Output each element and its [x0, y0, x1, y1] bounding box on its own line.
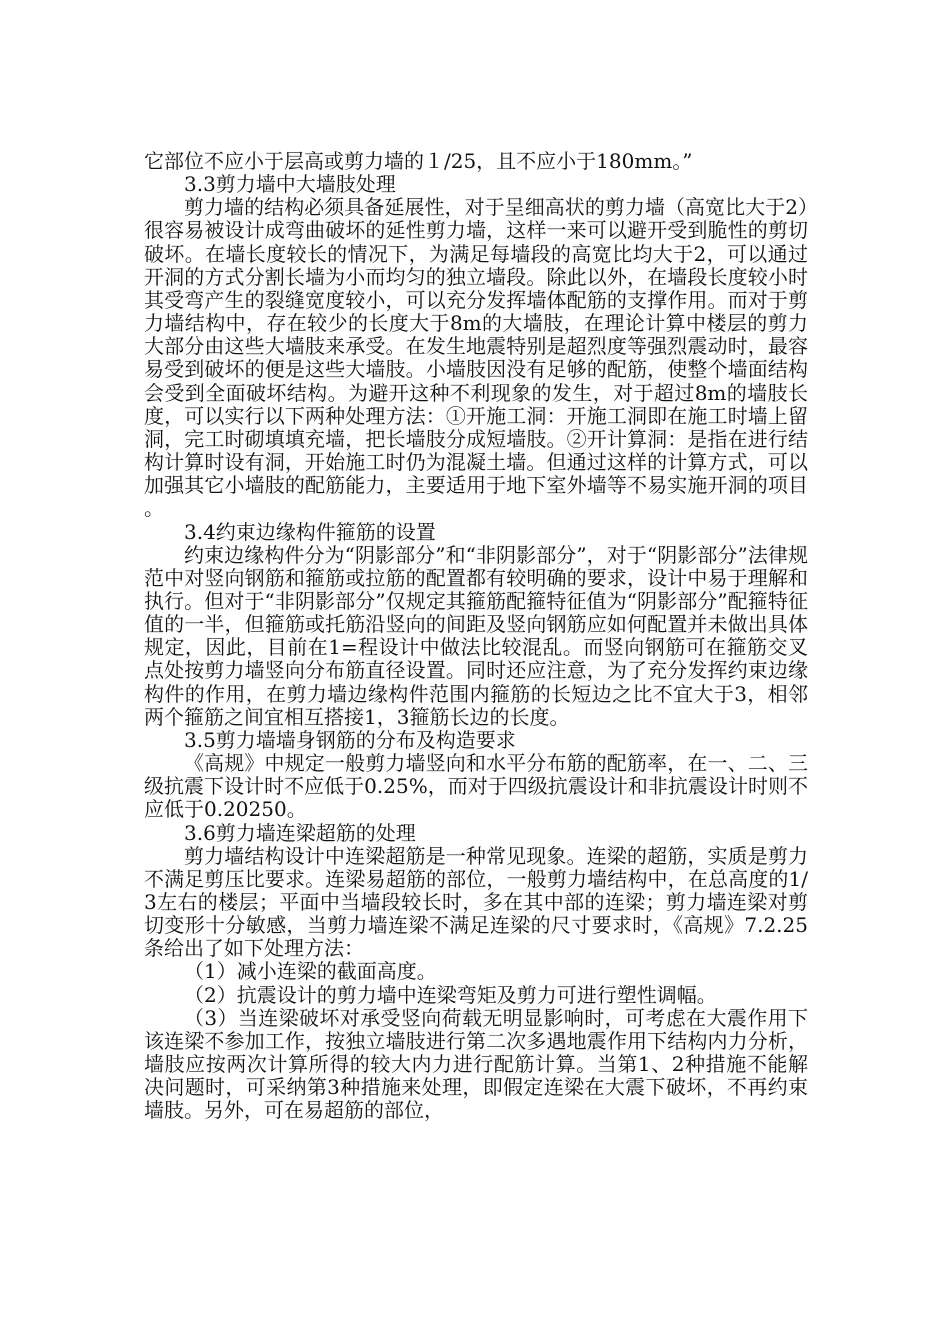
- paragraph-3-5: 《高规》中规定一般剪力墙竖向和水平分布筋的配筋率，在一、二、三级抗震下设计时不应低于0.25%，而对于四级抗震设计和非抗震设计时则不应低于0.20250。: [144, 751, 808, 822]
- section-heading-3-5: 3.5剪力墙墙身钢筋的分布及构造要求: [184, 727, 516, 752]
- paragraph-3-4: 约束边缘构件分为“阴影部分”和“非阴影部分”，对于“阴影部分”法律规范中对竖向钢筋和箍筋或拉筋的配置都有较明确的要求，设计中易于理解和执行。但对于“非阴影部分”仅规定其箍筋配箍特征值为“阴影部分”配箍特征值的一半，但箍筋或托筋沿竖向的间距及竖向钢筋应如何配置并未做出具体规定，因此，目前在1=程设计中做法比较混乱。而竖向钢筋可在箍筋交叉点处按剪力墙竖向分布筋直径设置。同时还应注意，为了充分发挥约束边缘构件的作用，在剪力墙边缘构件范围内箍筋的长短边之比不宜大于3，相邻两个箍筋之间宜相互搭接1，3箍筋长边的长度。: [144, 542, 808, 729]
- document-page: [144, 150, 808, 1123]
- list-item-2: （2）抗震设计的剪力墙中连梁弯矩及剪力可进行塑性调幅。: [184, 982, 717, 1007]
- section-heading-3-6: 3.6剪力墙连梁超筋的处理: [184, 820, 416, 845]
- paragraph-3-6: 剪力墙结构设计中连梁超筋是一种常见现象。连梁的超筋，实质是剪力不满足剪压比要求。连梁易超筋的部位，一般剪力墙结构中，在总高度的1/3左右的楼层；平面中当墙段较长时，多在其中部的连梁；剪力墙连梁对剪切变形十分敏感，当剪力墙连梁不满足连梁的尺寸要求时，《高规》7.2.25条给出了如下处理方法：: [144, 843, 808, 961]
- section-heading-3-3: 3.3剪力墙中大墙肢处理: [184, 172, 396, 197]
- list-item-3: （3）当连梁破坏对承受竖向荷载无明显影响时，可考虑在大震作用下该连梁不参加工作，按独立墙肢进行第二次多遇地震作用下结构内力分析，墙肢应按两次计算所得的较大内力进行配筋计算。当第1、2种措施不能解决问题时，可采纳第3种措施来处理，即假定连梁在大震下破坏，不再约束墙肢。另外，可在易超筋的部位，: [144, 1005, 808, 1123]
- section-heading-3-4: 3.4约束边缘构件箍筋的设置: [184, 519, 436, 544]
- paragraph-3-3: 剪力墙的结构必须具备延展性，对于呈细高状的剪力墙（高宽比大于2）很容易被设计成弯曲破坏的延性剪力墙，这样一来可以避开受到脆性的剪切破坏。在墙长度较长的情况下，为满足每墙段的高宽比均大于2，可以通过开洞的方式分割长墙为小而均匀的独立墙段。除此以外，在墙段长度较小时其受弯产生的裂缝宽度较小，可以充分发挥墙体配筋的支撑作用。而对于剪力墙结构中，存在较少的长度大于8m的大墙肢，在理论计算中楼层的剪力大部分由这些大墙肢来承受。在发生地震特别是超烈度等强烈震动时，最容易受到破坏的便是这些大墙肢。小墙肢因没有足够的配筋，使整个墙面结构会受到全面破坏结构。为避开这种不利现象的发生，对于超过8m的墙肢长度，可以实行以下两种处理方法：①开施工洞：开施工洞即在施工时墙上留洞，完工时砌填填充墙，把长墙肢分成短墙肢。②开计算洞：是指在进行结构计算时设有洞，开始施工时仍为混凝土墙。但通过这样的计算方式，可以加强其它小墙肢的配筋能力，主要适用于地下室外墙等不易实施开洞的项目。: [144, 195, 808, 521]
- continuation-text: 它部位不应小于层高或剪力墙的１/25，且不应小于180mm。”: [144, 149, 693, 173]
- list-item-1: （1）减小连梁的截面高度。: [184, 959, 437, 984]
